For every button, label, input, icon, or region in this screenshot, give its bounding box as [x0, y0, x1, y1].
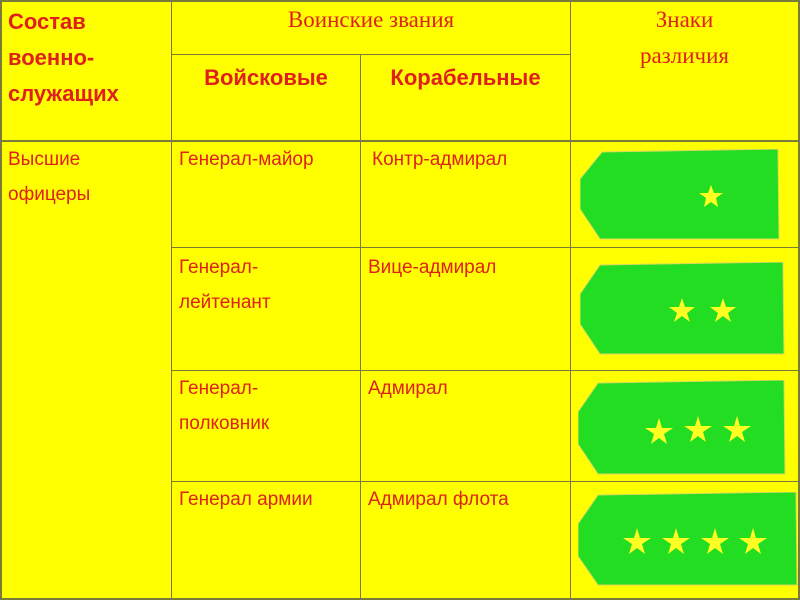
- troop-rank-cell: [179, 142, 314, 177]
- composition-header: [8, 4, 119, 112]
- rank-line: Генерал армии: [179, 489, 313, 510]
- grid-line: [0, 0, 2, 600]
- rank-line: Адмирал флота: [368, 489, 509, 510]
- composition-header-line: Состав: [8, 9, 86, 34]
- composition-header-line: служащих: [8, 81, 119, 106]
- shoulder-board-shape: [578, 380, 785, 474]
- grid-line: [172, 247, 800, 248]
- grid-line: [570, 0, 571, 600]
- shoulder-board-shape: [580, 149, 779, 239]
- troop-rank-cell: [179, 250, 271, 320]
- composition-header-line: военно-: [8, 45, 95, 70]
- category-cell: [8, 142, 90, 212]
- ship-ranks-header: Корабельные: [390, 65, 541, 90]
- insignia-header: [571, 2, 798, 74]
- rank-line: Адмирал: [368, 378, 448, 399]
- troop-ranks-header: Войсковые: [204, 65, 328, 90]
- ranks-header: Воинские звания: [287, 7, 455, 32]
- rank-line: Вице-адмирал: [368, 257, 497, 278]
- shoulder-board-3-stars: [578, 380, 786, 477]
- rank-line: лейтенант: [179, 292, 271, 313]
- ship-rank-cell: [368, 482, 509, 517]
- ship-rank-cell: [368, 371, 448, 406]
- shoulder-board-2-stars: [580, 262, 785, 357]
- troop-rank-cell: [179, 482, 313, 517]
- insignia-header-line: различия: [639, 43, 730, 68]
- ship-rank-cell: [372, 142, 507, 177]
- shoulder-board-4-stars: [578, 492, 798, 588]
- rank-line: полковник: [179, 413, 270, 434]
- rank-line: Контр-адмирал: [372, 149, 508, 170]
- shoulder-board-1-star: [580, 149, 780, 243]
- category-line: Высшие: [8, 149, 81, 170]
- category-line: офицеры: [8, 184, 91, 205]
- troop-rank-cell: [179, 371, 269, 441]
- grid-line: [360, 54, 361, 600]
- rank-line: Генерал-: [179, 378, 259, 399]
- rank-line: Генерал-майор: [179, 149, 314, 170]
- rank-line: Генерал-: [179, 257, 259, 278]
- grid-line: [172, 54, 570, 55]
- ship-rank-cell: [368, 250, 496, 285]
- insignia-header-line: Знаки: [655, 7, 714, 32]
